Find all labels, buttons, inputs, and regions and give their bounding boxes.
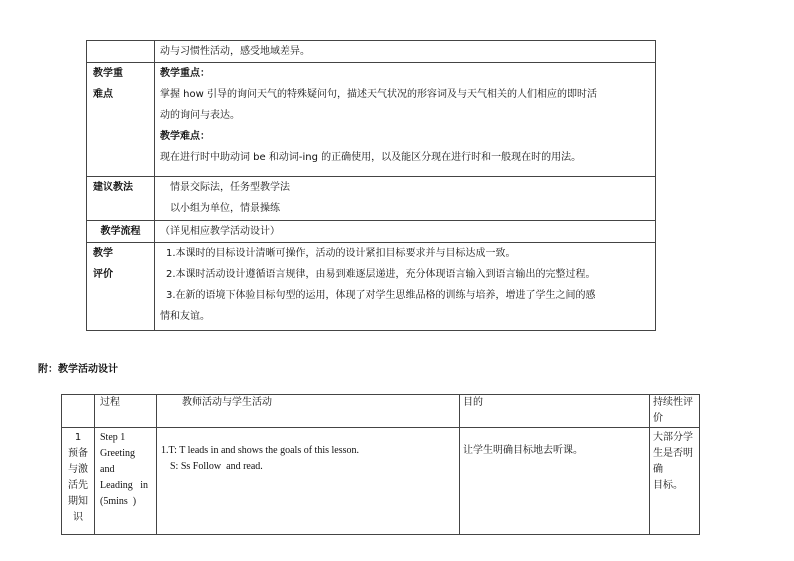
table-row-methods — [87, 177, 656, 221]
key-points-label — [87, 63, 155, 177]
process-line: Leading in — [100, 480, 149, 491]
process-line: Greeting — [100, 448, 135, 459]
header-cell-purpose: 目的 — [460, 395, 650, 428]
stage-line: 1 — [74, 432, 82, 443]
process-line: Step 1 — [100, 432, 126, 443]
stage-line: 与激 — [68, 464, 88, 475]
process-cell — [95, 428, 157, 535]
activity-line2: S: Ss Follow and read. — [170, 461, 263, 472]
evaluation-cell — [650, 428, 700, 535]
process-line: and — [100, 464, 115, 475]
row0-text: 动与习惯性活动，感受地域差异。 — [155, 41, 656, 63]
table-row-evaluation — [87, 243, 656, 331]
header-cell-evaluation: 持续性评价 — [650, 395, 700, 428]
flow-label: 教学流程 — [87, 221, 155, 243]
key-points-line1: 掌握 how 引导的询问天气的特殊疑问句，描述天气状况的形容词及与天气相关的人们相应的即时活 — [160, 89, 597, 100]
purpose-text: 让学生明确目标地去听课。 — [463, 445, 583, 456]
table-row-flow — [87, 221, 656, 243]
flow-text: （详见相应教学活动设计） — [155, 221, 656, 243]
lesson-plan-table — [86, 40, 656, 331]
key-points-label-line1: 教学重 — [93, 68, 123, 79]
evaluation-line1: 1.本课时的目标设计清晰可操作，活动的设计紧扣目标要求并与目标达成一致。 — [166, 248, 516, 259]
table-header-row — [62, 395, 700, 428]
key-points-heading: 教学重点： — [160, 68, 210, 79]
difficulties-line: 现在进行时中助动词 be 和动词-ing 的正确使用，以及能区分现在进行时和一般现在时的用法。 — [160, 152, 582, 163]
methods-label: 建议教法 — [87, 177, 155, 221]
table-row — [87, 41, 656, 63]
activities-cell — [157, 428, 460, 535]
stage-line: 预备 — [68, 448, 88, 459]
header-cell-process: 过程 — [95, 395, 157, 428]
evaluation-label-line1: 教学 — [93, 248, 113, 259]
evaluation-text-line2: 目标。 — [653, 480, 683, 491]
table-row-key-points — [87, 63, 656, 177]
header-cell-stage — [62, 395, 95, 428]
evaluation-label-line2: 评价 — [93, 269, 113, 280]
key-points-content — [155, 63, 656, 177]
activity-line1: 1.T: T leads in and shows the goals of this lesson. — [161, 445, 360, 456]
evaluation-line4: 情和友谊。 — [160, 311, 210, 322]
key-points-line2: 动的询问与表达。 — [160, 110, 240, 121]
process-line: (5mins ) — [100, 496, 137, 507]
methods-content — [155, 177, 656, 221]
stage-line: 活先 — [68, 480, 88, 491]
methods-line1: 情景交际法，任务型教学法 — [170, 182, 290, 193]
difficulties-heading: 教学难点： — [160, 131, 210, 142]
appendix-title: 附：教学活动设计 — [38, 364, 118, 375]
stage-line: 期知 — [68, 496, 88, 507]
table-row — [62, 428, 700, 535]
evaluation-content — [155, 243, 656, 331]
empty-label-cell — [87, 41, 155, 63]
evaluation-label — [87, 243, 155, 331]
key-points-label-line2: 难点 — [93, 89, 113, 100]
header-cell-activities: 教师活动与学生活动 — [157, 395, 460, 428]
evaluation-line2: 2.本课时活动设计遵循语言规律，由易到难逐层递进，充分体现语言输入到语言输出的完整过程。 — [166, 269, 596, 280]
evaluation-line3: 3.在新的语境下体验目标句型的运用，体现了对学生思维品格的训练与培养，增进了学生之间的感 — [166, 290, 596, 301]
activity-design-table — [61, 394, 700, 535]
stage-cell — [62, 428, 95, 535]
evaluation-text-line1: 大部分学生是否明确 — [653, 432, 693, 475]
methods-line2: 以小组为单位，情景操练 — [170, 203, 280, 214]
purpose-cell — [460, 428, 650, 535]
stage-line: 识 — [73, 512, 83, 523]
